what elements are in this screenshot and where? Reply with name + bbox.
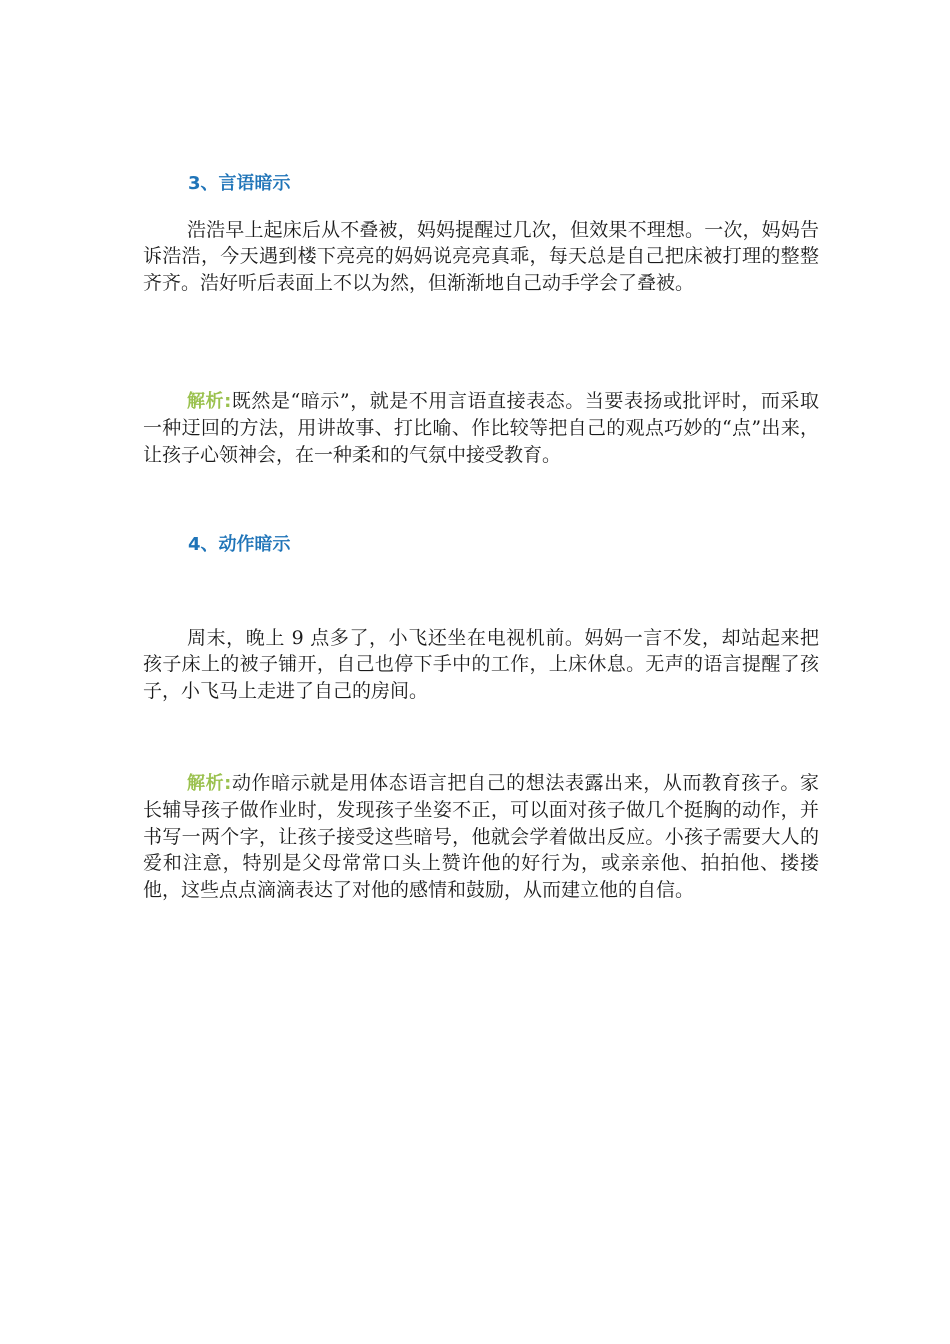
analysis-text: 动作暗示就是用体态语言把自己的想法表露出来，从而教育孩子。家长辅导孩子做作业时，发现孩子坐姿不正，可以面对孩子做几个挺胸的动作，并书写一两个字，让孩子接受这些暗号，他就会学着做出反应。小孩子需要大人的爱和注意，特别是父母常常口头上赞许他的好行为，或亲亲他、拍拍他、搂搂他，这些点点滴滴表达了对他的感情和鼓励，从而建立他的自信。 [143, 772, 819, 901]
story-paragraph-action: 周末，晚上 9 点多了，小飞还坐在电视机前。妈妈一言不发，却站起来把孩子床上的被子铺开，自己也停下手中的工作，上床休息。无声的语言提醒了孩子，小飞马上走进了自己的房间。 [143, 627, 819, 702]
section-heading-action-hint: 4、动作暗示 [188, 534, 291, 555]
section-heading-verbal-hint: 3、言语暗示 [188, 173, 291, 194]
analysis-label: 解析: [187, 773, 232, 794]
analysis-paragraph-verbal [143, 388, 819, 468]
analysis-text: 既然是“暗示”，就是不用言语直接表态。当要表扬或批评时，而采取一种迂回的方法，用讲故事、打比喻、作比较等把自己的观点巧妙的“点”出来，让孩子心领神会，在一种柔和的气氛中接受教育。 [143, 390, 819, 466]
story-paragraph-verbal: 浩浩早上起床后从不叠被，妈妈提醒过几次，但效果不理想。一次，妈妈告诉浩浩，今天遇到楼下亮亮的妈妈说亮亮真乖，每天总是自己把床被打理的整整齐齐。浩好听后表面上不以为然，但渐渐地自己动手学会了叠被。 [143, 219, 819, 294]
analysis-label: 解析: [187, 391, 232, 412]
analysis-paragraph-action [143, 770, 819, 903]
